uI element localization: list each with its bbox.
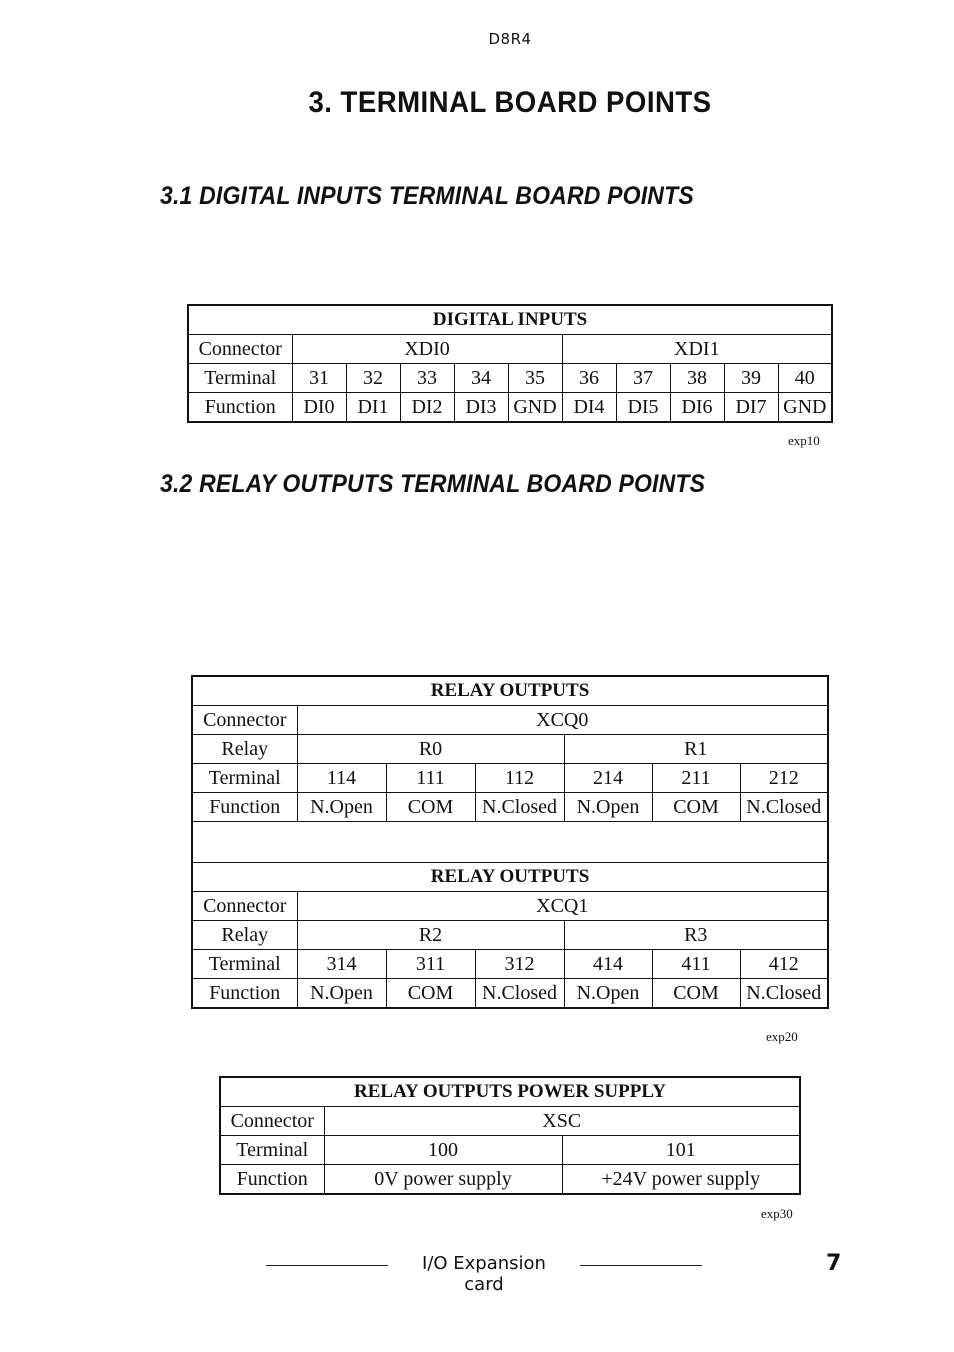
connector-cell: XDI0 [292,335,562,364]
connector-cell: XSC [324,1107,800,1136]
terminal-cell: 36 [562,364,616,393]
terminal-row [188,364,832,393]
terminal-cell: 100 [324,1136,562,1165]
function-cell: DI6 [670,393,724,423]
function-cell: DI5 [616,393,670,423]
terminal-cell: 311 [386,950,475,979]
terminal-cell: 414 [564,950,652,979]
relay-cell: R0 [297,735,564,764]
relay-row [192,735,828,764]
function-cell: 0V power supply [324,1165,562,1195]
relay-cell: R1 [564,735,828,764]
terminal-cell: 112 [475,764,564,793]
connector-row [188,335,832,364]
terminal-cell: 412 [740,950,828,979]
row-label: Function [192,793,297,822]
terminal-row [220,1136,800,1165]
terminal-cell: 312 [475,950,564,979]
terminal-cell: 40 [778,364,832,393]
relay-row [192,921,828,950]
footer-title: I/O Expansion card [422,1253,546,1295]
terminal-cell: 38 [670,364,724,393]
row-label: Terminal [192,950,297,979]
connector-cell: XCQ0 [297,706,828,735]
function-cell: +24V power supply [562,1165,800,1195]
row-label: Connector [188,335,292,364]
table-title: DIGITAL INPUTS [188,305,832,335]
page-number: 7 [826,1251,842,1276]
table-spacer-row [192,822,828,863]
figure-reference: exp10 [788,433,820,448]
terminal-cell: 31 [292,364,346,393]
row-label: Relay [192,921,297,950]
terminal-cell: 39 [724,364,778,393]
function-cell: DI2 [400,393,454,423]
function-cell: N.Open [564,979,652,1009]
section-heading-relay-outputs: 3.2 RELAY OUTPUTS TERMINAL BOARD POINTS [160,470,706,498]
connector-cell: XCQ1 [297,892,828,921]
connector-row [220,1107,800,1136]
table-title: RELAY OUTPUTS POWER SUPPLY [220,1077,800,1107]
row-label: Relay [192,735,297,764]
row-label: Function [192,979,297,1009]
function-cell: DI4 [562,393,616,423]
connector-cell: XDI1 [562,335,832,364]
relay-cell: R3 [564,921,828,950]
terminal-cell: 211 [652,764,740,793]
terminal-cell: 314 [297,950,386,979]
digital-inputs-table [187,304,833,423]
footer-rule-left [266,1265,388,1266]
row-label: Terminal [188,364,292,393]
terminal-cell: 32 [346,364,400,393]
function-cell: COM [386,793,475,822]
function-cell: N.Closed [740,979,828,1009]
function-cell: N.Closed [475,793,564,822]
row-label: Connector [220,1107,324,1136]
function-cell: COM [386,979,475,1009]
document-code: D8R4 [488,30,532,48]
figure-reference: exp30 [761,1206,793,1221]
terminal-cell: 37 [616,364,670,393]
terminal-cell: 33 [400,364,454,393]
function-cell: N.Open [297,979,386,1009]
row-label: Connector [192,892,297,921]
function-cell: COM [652,793,740,822]
function-row [188,393,832,423]
terminal-row [192,950,828,979]
function-cell: DI1 [346,393,400,423]
terminal-cell: 35 [508,364,562,393]
function-cell: DI7 [724,393,778,423]
function-cell: N.Closed [740,793,828,822]
row-label: Connector [192,706,297,735]
function-cell: N.Open [564,793,652,822]
terminal-row [192,764,828,793]
terminal-cell: 111 [386,764,475,793]
terminal-cell: 214 [564,764,652,793]
terminal-cell: 114 [297,764,386,793]
row-label: Function [220,1165,324,1195]
function-row [220,1165,800,1195]
terminal-cell: 101 [562,1136,800,1165]
section-heading-digital-inputs: 3.1 DIGITAL INPUTS TERMINAL BOARD POINTS [160,182,694,210]
function-cell: GND [778,393,832,423]
relay-power-supply-table [219,1076,801,1195]
terminal-cell: 411 [652,950,740,979]
function-row [192,979,828,1009]
connector-row [192,892,828,921]
relay-cell: R2 [297,921,564,950]
function-cell: DI3 [454,393,508,423]
function-row [192,793,828,822]
terminal-cell: 34 [454,364,508,393]
row-label: Terminal [220,1136,324,1165]
function-cell: COM [652,979,740,1009]
function-cell: N.Closed [475,979,564,1009]
table-title: RELAY OUTPUTS [192,676,828,706]
page-title: 3. TERMINAL BOARD POINTS [308,86,712,119]
terminal-cell: 212 [740,764,828,793]
function-cell: GND [508,393,562,423]
footer-rule-right [580,1265,702,1266]
row-label: Function [188,393,292,423]
table-title: RELAY OUTPUTS [192,863,828,892]
connector-row [192,706,828,735]
function-cell: N.Open [297,793,386,822]
row-label: Terminal [192,764,297,793]
function-cell: DI0 [292,393,346,423]
figure-reference: exp20 [766,1029,798,1044]
relay-outputs-table [191,675,829,1009]
